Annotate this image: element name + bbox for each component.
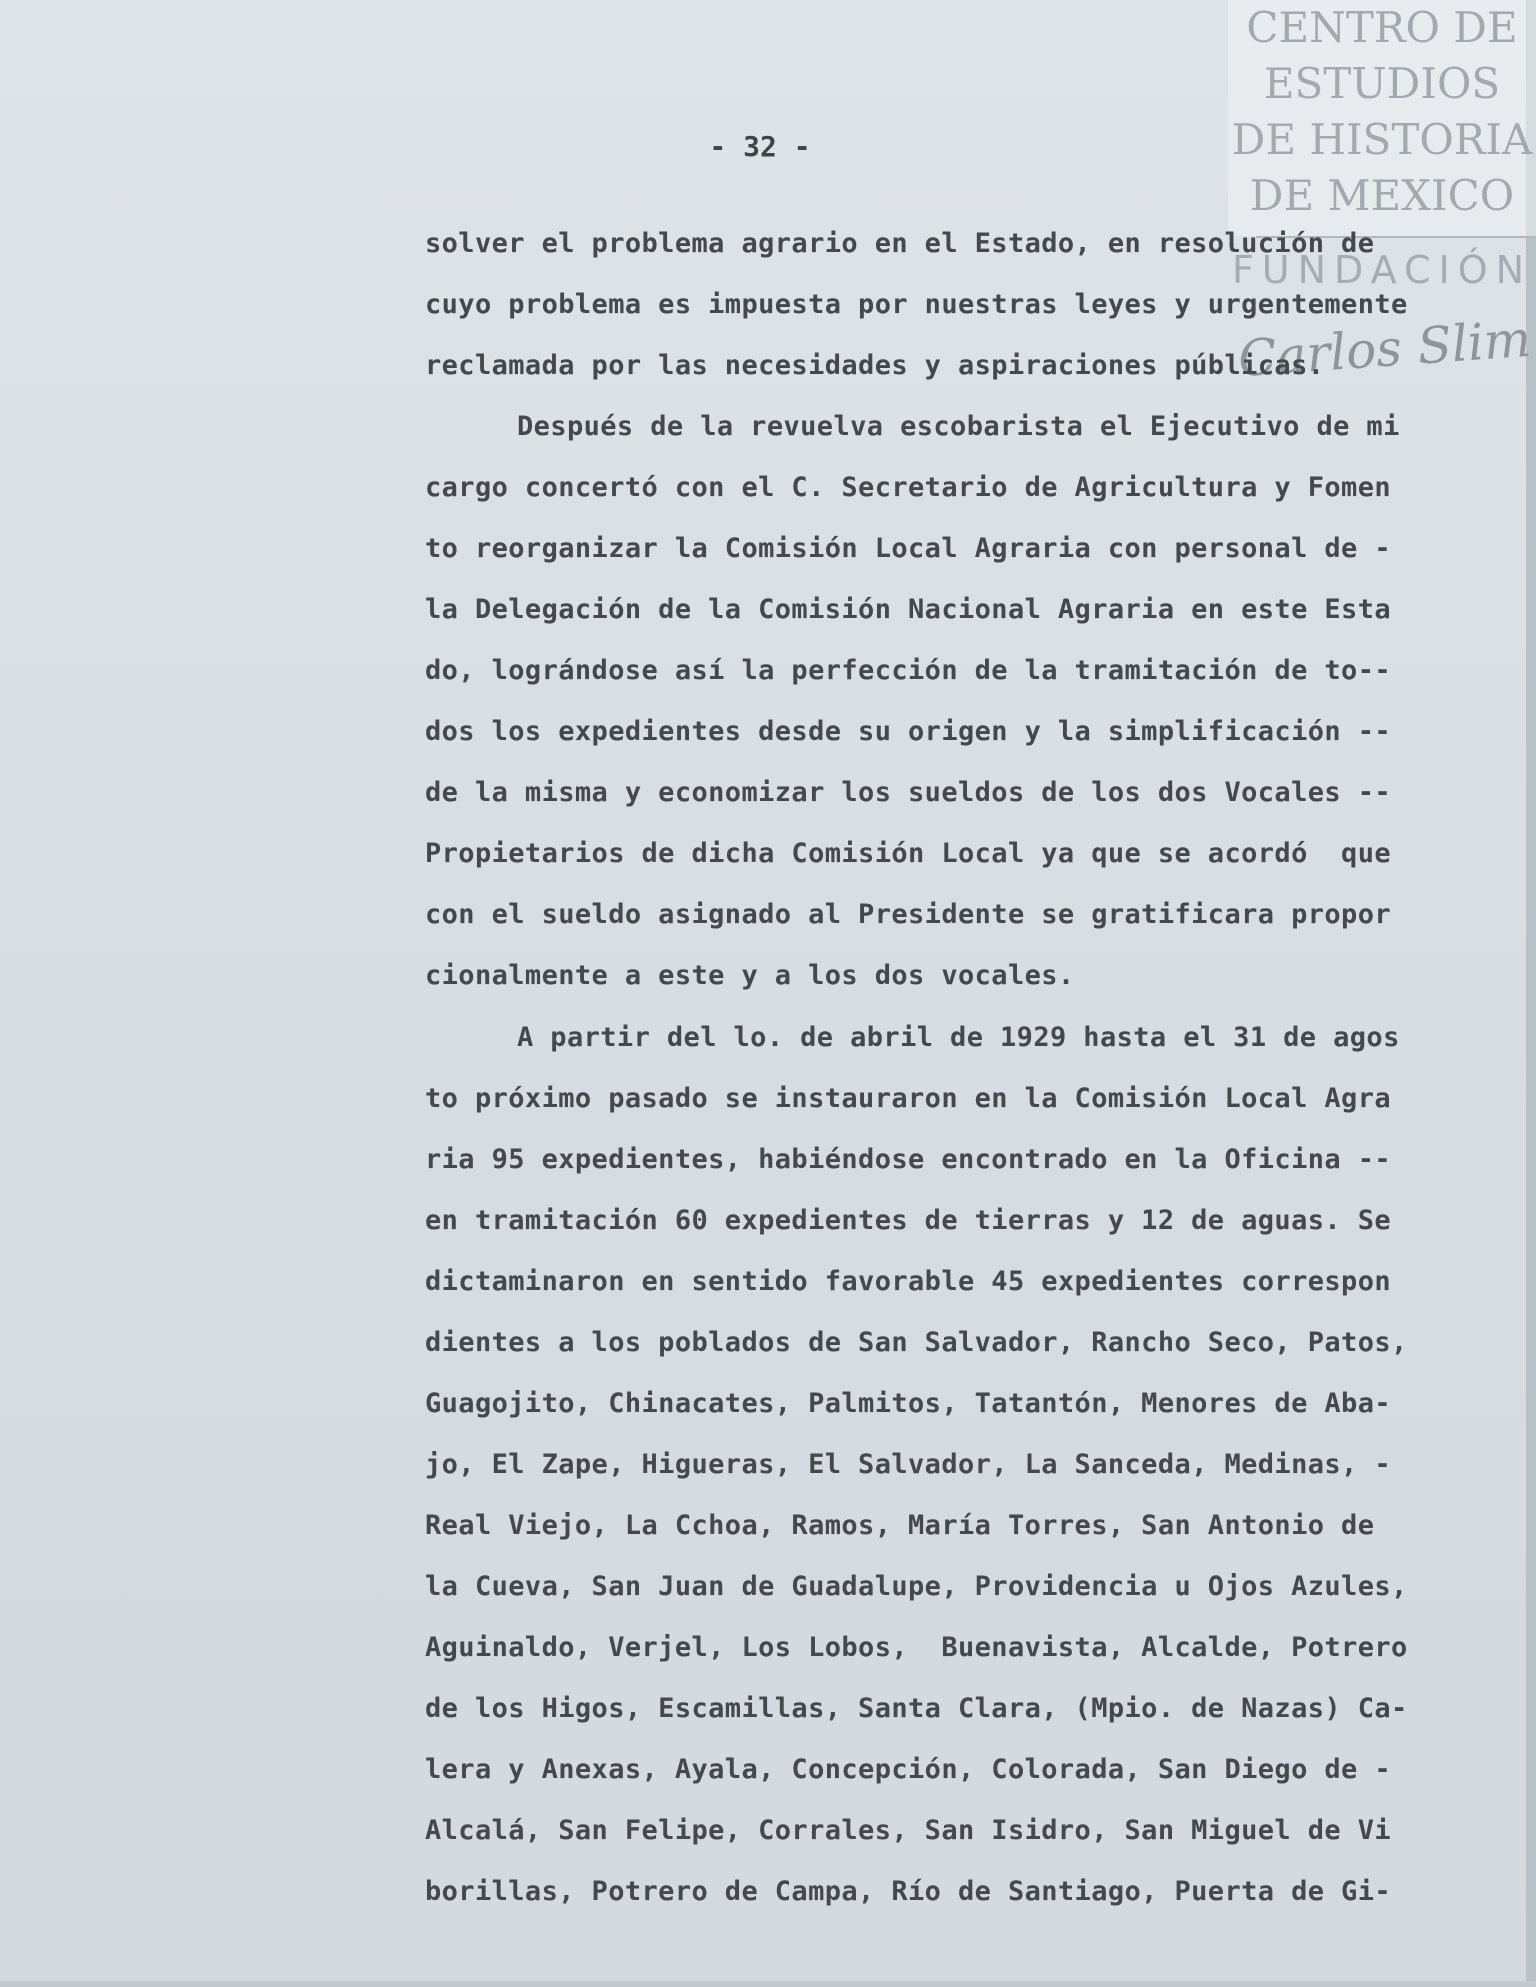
text-line: jo, El Zape, Higueras, El Salvador, La Sanceda, Medinas, - xyxy=(425,1449,1392,1480)
text-line: ria 95 expedientes, habiéndose encontrado en la Oficina -- xyxy=(425,1144,1392,1175)
watermark-line-4: DE MEXICO xyxy=(1249,171,1515,220)
text-line: dientes a los poblados de San Salvador, Rancho Seco, Patos, xyxy=(425,1327,1408,1358)
text-line: Propietarios de dicha Comisión Local ya que se acordó que xyxy=(425,838,1392,869)
text-line: Aguinaldo, Verjel, Los Lobos, Buenavista, Alcalde, Potrero xyxy=(425,1632,1408,1663)
text-line: Después de la revuelva escobarista el Ejecutivo de mi xyxy=(517,411,1400,442)
text-line: de los Higos, Escamillas, Santa Clara, (Mpio. de Nazas) Ca- xyxy=(425,1693,1408,1724)
text-line: solver el problema agrario en el Estado, en resolución de xyxy=(425,228,1375,259)
text-line: Guagojito, Chinacates, Palmitos, Tatantón, Menores de Aba- xyxy=(425,1388,1392,1419)
text-line: la Delegación de la Comisión Nacional Agraria en este Esta xyxy=(425,594,1392,625)
text-line: con el sueldo asignado al Presidente se gratificara propor xyxy=(425,899,1392,930)
text-line: Alcalá, San Felipe, Corrales, San Isidro, San Miguel de Vi xyxy=(425,1815,1392,1846)
watermark-line-1: CENTRO DE xyxy=(1246,3,1518,52)
text-line: to reorganizar la Comisión Local Agraria con personal de - xyxy=(425,533,1392,564)
text-line: to próximo pasado se instauraron en la Comisión Local Agra xyxy=(425,1083,1392,1114)
text-line: dictaminaron en sentido favorable 45 expedientes correspon xyxy=(425,1266,1392,1297)
text-line: cargo concertó con el C. Secretario de Agricultura y Fomen xyxy=(425,472,1392,503)
page-number: - 32 - xyxy=(709,130,811,163)
watermark-line-3: DE HISTORIA xyxy=(1231,115,1533,164)
watermark-signature: Carlos Slim xyxy=(1236,309,1533,389)
text-line: la Cueva, San Juan de Guadalupe, Providencia u Ojos Azules, xyxy=(425,1571,1408,1602)
text-line: borillas, Potrero de Campa, Río de Santiago, Puerta de Gi- xyxy=(425,1876,1392,1907)
text-line: en tramitación 60 expedientes de tierras y 12 de aguas. Se xyxy=(425,1205,1392,1236)
watermark-foundation: FUNDACIÓN xyxy=(1231,248,1533,292)
text-line: reclamada por las necesidades y aspiraciones públicas. xyxy=(425,350,1325,381)
text-line: dos los expedientes desde su origen y la simplificación -- xyxy=(425,716,1392,747)
text-line: A partir del lo. de abril de 1929 hasta el 31 de agos xyxy=(517,1022,1400,1053)
text-line: do, lográndose así la perfección de la tramitación de to-- xyxy=(425,655,1392,686)
watermark-line-2: ESTUDIOS xyxy=(1263,59,1501,108)
text-line: Real Viejo, La Cchoa, Ramos, María Torres, San Antonio de xyxy=(425,1510,1375,1541)
text-line: cuyo problema es impuesta por nuestras leyes y urgentemente xyxy=(425,289,1408,320)
text-line: lera y Anexas, Ayala, Concepción, Colorada, San Diego de - xyxy=(425,1754,1392,1785)
text-line: cionalmente a este y a los dos vocales. xyxy=(425,960,1075,991)
text-line: de la misma y economizar los sueldos de los dos Vocales -- xyxy=(425,777,1392,808)
